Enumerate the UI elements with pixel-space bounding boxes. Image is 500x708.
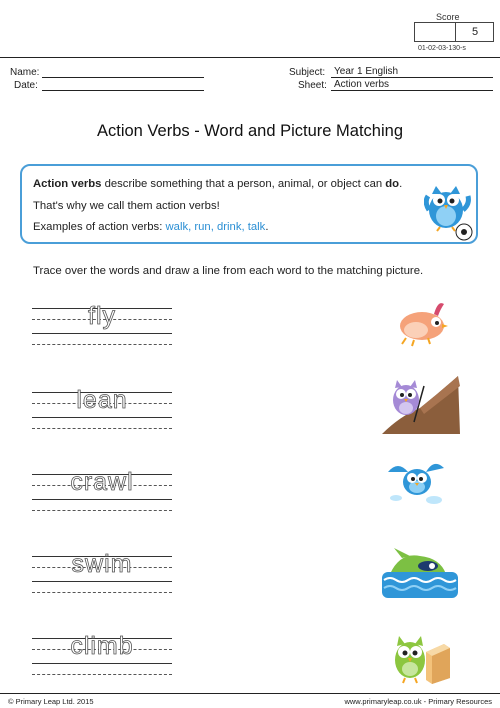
sheet-value: Action verbs	[334, 79, 390, 90]
score-blank-cell	[415, 23, 456, 41]
info-examples: walk, run, drink, talk	[165, 221, 266, 233]
trace-row-lean[interactable]	[32, 384, 172, 429]
subject-label: Subject:	[289, 67, 326, 78]
trace-word: swim	[71, 550, 133, 578]
name-label: Name:	[10, 67, 40, 78]
page-title: Action Verbs - Word and Picture Matching	[96, 122, 403, 140]
trace-row-swim[interactable]	[32, 548, 172, 593]
trace-row-crawl[interactable]	[32, 466, 172, 511]
score-label: Score	[436, 12, 460, 22]
swimming-owl-picture[interactable]	[380, 544, 460, 600]
worksheet-code: 01-02-03-130-s	[418, 45, 466, 52]
info-line-3	[33, 221, 268, 233]
info-examples-label: Examples of action verbs:	[33, 221, 166, 233]
trace-word: crawl	[70, 468, 134, 496]
subject-field	[331, 66, 493, 78]
footer-website[interactable]: www.primaryleap.co.uk - Primary Resources	[344, 697, 492, 706]
name-field[interactable]	[42, 66, 204, 78]
subject-value: Year 1 English	[334, 66, 399, 77]
date-label: Date:	[14, 80, 38, 91]
footer-copyright: © Primary Leap Ltd. 2015	[8, 697, 94, 706]
trace-word: fly	[88, 302, 116, 330]
owl-climbing-hill-picture[interactable]	[380, 372, 462, 436]
date-field[interactable]	[42, 79, 204, 91]
info-box	[20, 164, 478, 244]
trace-word: lean	[76, 386, 128, 414]
flying-owl-picture[interactable]	[384, 458, 448, 508]
info-term: Action verbs	[33, 178, 102, 190]
header-rule	[0, 57, 500, 58]
instruction-text: Trace over the words and draw a line from each word to the matching picture.	[33, 265, 424, 277]
owl-leaning-on-box-picture[interactable]	[388, 626, 454, 684]
info-period: .	[399, 178, 403, 190]
info-line-2: That's why we call them action verbs!	[33, 200, 220, 212]
trace-word: climb	[70, 632, 134, 660]
owl-with-ball-icon	[424, 180, 474, 242]
sheet-label: Sheet:	[298, 80, 327, 91]
info-text: describe something that a person, animal, or object can	[101, 178, 386, 190]
trace-row-climb[interactable]	[32, 630, 172, 675]
info-line-1	[33, 178, 402, 190]
info-examples-period: .	[265, 221, 269, 233]
info-do: do	[385, 178, 400, 190]
sheet-field	[331, 79, 493, 91]
score-value: 5	[471, 26, 479, 38]
score-box	[414, 22, 494, 42]
crawling-bird-picture[interactable]	[394, 298, 450, 348]
trace-row-fly[interactable]	[32, 300, 172, 345]
footer-rule	[0, 693, 500, 694]
